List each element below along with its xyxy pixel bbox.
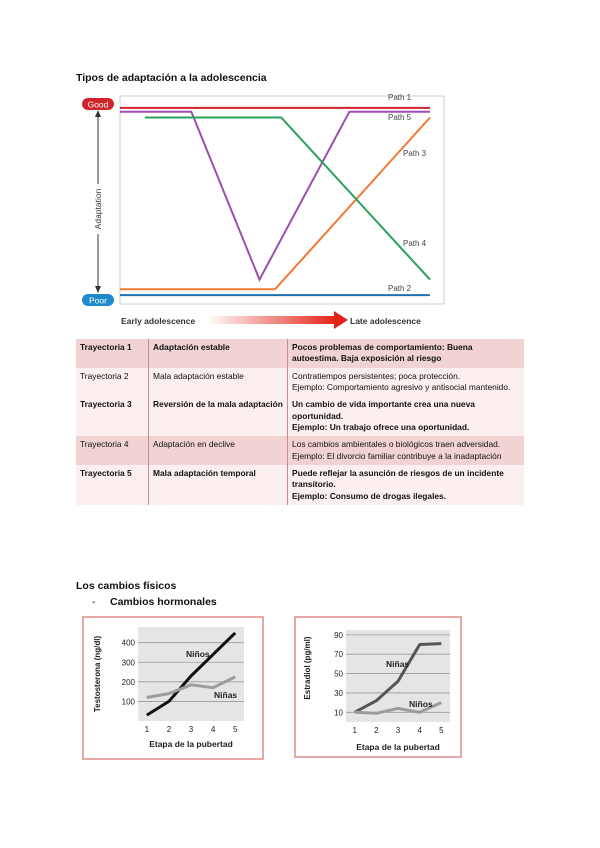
x-tick-label: 5 bbox=[232, 725, 238, 734]
description-line: Ejemplo: El divorcio familiar contribuye a la inadaptación bbox=[292, 450, 502, 461]
table-row bbox=[76, 396, 524, 436]
x-tick-label: 5 bbox=[439, 726, 444, 735]
x-tick-label: 1 bbox=[352, 726, 357, 735]
plot-frame bbox=[120, 96, 444, 304]
y-tick-label: 30 bbox=[334, 688, 343, 698]
description-line: Los cambios ambientales o biológicos traen adversidad. bbox=[292, 439, 501, 450]
adaptation-type-cell: Adaptación en declive bbox=[149, 436, 288, 465]
trajectory-label-cell: Trayectoria 3 bbox=[76, 396, 149, 436]
series-label-ninos: Niños bbox=[409, 699, 433, 709]
y-tick-label: 400 bbox=[121, 638, 135, 648]
x-tick-label: 4 bbox=[210, 725, 216, 734]
bullet-label: Cambios hormonales bbox=[110, 596, 217, 608]
y-tick-label: 200 bbox=[121, 677, 135, 687]
section-title-adaptation: Tipos de adaptación a la adolescencia bbox=[76, 72, 267, 84]
description-cell bbox=[288, 396, 525, 436]
trajectory-label-cell: Trayectoria 5 bbox=[76, 465, 149, 505]
trajectory-label-cell: Trayectoria 2 bbox=[76, 368, 149, 397]
y-tick-label: 50 bbox=[334, 669, 343, 679]
description-cell bbox=[288, 465, 525, 505]
series-label-path-1: Path 1 bbox=[388, 93, 412, 102]
section-title-physical-changes: Los cambios físicos bbox=[76, 580, 177, 592]
x-tick-label: 1 bbox=[144, 725, 150, 734]
x-tick-label: 4 bbox=[417, 726, 422, 735]
adaptation-type-cell: Mala adaptación estable bbox=[149, 368, 288, 397]
poor-badge-label: Poor bbox=[89, 295, 107, 306]
description-line: Puede reflejar la asunción de riesgos de un incidente transitorio. bbox=[292, 468, 504, 490]
x-axis-end-label: Late adolescence bbox=[350, 316, 421, 326]
adaptation-type-cell: Mala adaptación temporal bbox=[149, 465, 288, 505]
adaptation-type-cell: Reversión de la mala adaptación bbox=[149, 396, 288, 436]
table-row bbox=[76, 368, 524, 397]
y-tick-label: 100 bbox=[121, 697, 135, 707]
x-tick-label: 3 bbox=[395, 726, 401, 735]
y-tick-label: 90 bbox=[334, 630, 343, 640]
bullet-hormonal-changes bbox=[92, 596, 217, 608]
trajectory-label-cell: Trayectoria 1 bbox=[76, 339, 149, 368]
adaptation-type-cell: Adaptación estable bbox=[149, 339, 288, 368]
trajectory-table bbox=[76, 339, 524, 505]
bullet-dash: - bbox=[92, 596, 96, 608]
x-axis-gradient-arrow bbox=[206, 316, 336, 324]
x-axis-arrow-head bbox=[334, 311, 348, 329]
table-row bbox=[76, 339, 524, 368]
table-row bbox=[76, 436, 524, 465]
x-axis-label: Etapa de la pubertad bbox=[356, 742, 440, 752]
good-badge-label: Good bbox=[87, 99, 109, 110]
description-cell bbox=[288, 339, 525, 368]
y-tick-label: 10 bbox=[334, 708, 343, 718]
description-line: Ejemplo: Comportamiento agresivo y antisocial mantenido. bbox=[292, 382, 511, 393]
description-line: Un cambio de vida importante crea una nueva oportunidad. bbox=[292, 399, 475, 421]
series-label-path-3: Path 3 bbox=[403, 149, 427, 158]
testosterone-chart bbox=[82, 616, 264, 760]
trajectory-label-cell: Trayectoria 4 bbox=[76, 436, 149, 465]
series-label-path-4: Path 4 bbox=[403, 239, 427, 248]
x-axis-label: Etapa de la pubertad bbox=[149, 739, 233, 749]
y-axis-arrow-down bbox=[95, 286, 101, 293]
series-label-ninos: Niños bbox=[186, 649, 210, 659]
x-tick-label: 2 bbox=[166, 725, 172, 734]
series-label-path-2: Path 2 bbox=[388, 284, 412, 293]
table-row bbox=[76, 465, 524, 505]
x-axis-start-label: Early adolescence bbox=[121, 316, 196, 326]
description-line: Ejemplo: Un trabajo ofrece una oportunidad. bbox=[292, 422, 470, 433]
estradiol-chart bbox=[294, 616, 462, 758]
series-label-ninas: Niñas bbox=[386, 659, 410, 669]
y-axis-arrow-up bbox=[95, 110, 101, 117]
description-line: Ejemplo: Consumo de drogas ilegales. bbox=[292, 490, 447, 501]
series-label-ninas: Niñas bbox=[214, 690, 238, 700]
description-cell bbox=[288, 368, 525, 397]
y-tick-label: 300 bbox=[121, 658, 135, 668]
x-tick-label: 3 bbox=[188, 725, 194, 734]
y-axis-label: Adaptation bbox=[93, 188, 103, 230]
x-tick-label: 2 bbox=[374, 726, 379, 735]
y-tick-label: 70 bbox=[334, 650, 343, 660]
y-axis-label: Testosterona (ng/dl) bbox=[93, 635, 102, 713]
series-label-path-5: Path 5 bbox=[388, 113, 412, 122]
y-axis-label: Estradiol (pg/ml) bbox=[303, 636, 312, 700]
description-line: Pocos problemas de comportamiento: Buena autoestima. Baja exposición al riesgo bbox=[292, 342, 473, 364]
adaptation-paths-chart bbox=[76, 90, 446, 330]
description-line: Contratiempos persistentes; poca protección. bbox=[292, 370, 461, 381]
description-cell bbox=[288, 436, 525, 465]
